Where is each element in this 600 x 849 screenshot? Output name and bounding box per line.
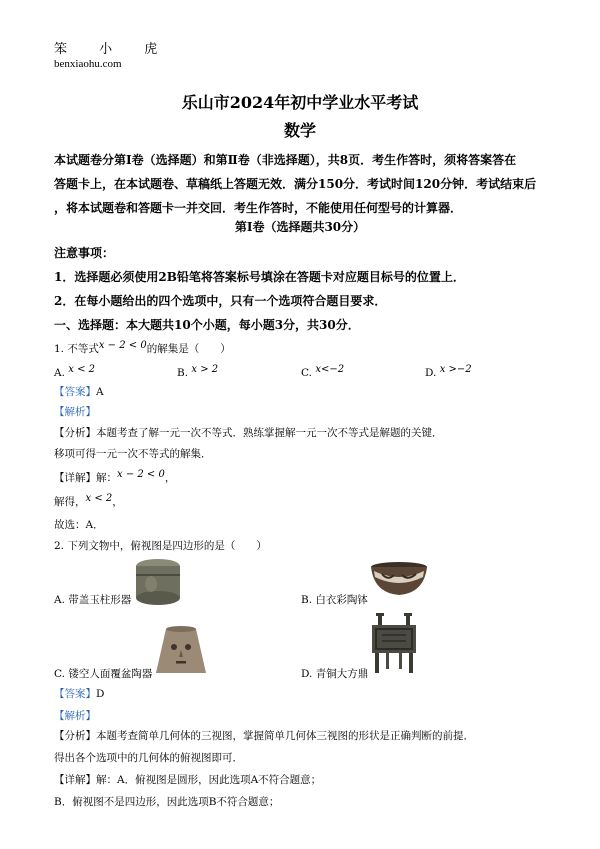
option-a-label: A. 带盖玉柱形器	[54, 594, 132, 606]
detail-text: 解：	[96, 472, 117, 484]
option-label: D.	[425, 367, 437, 379]
note-item: 2．在每小题给出的四个选项中，只有一个选项符合题目要求．	[54, 294, 387, 308]
option-a	[54, 364, 96, 379]
detail-text: 解：A．俯视图是圆形，因此选项A不符合题意；	[96, 774, 322, 786]
fenxi-line	[54, 728, 474, 743]
brand-url: benxiaohu.com	[54, 58, 122, 70]
stem-text: 1. 不等式	[54, 343, 99, 355]
fenxi-tag: 【分析】	[54, 730, 96, 742]
notes-heading: 注意事项：	[54, 246, 115, 260]
option-math: x < 2	[68, 364, 96, 375]
jade-cylinder-image	[133, 556, 183, 606]
option-label: C.	[301, 367, 312, 379]
stem-math: x − 2 < 0	[98, 340, 147, 351]
detail-math: x − 2 < 0	[117, 469, 165, 480]
fenxi-text: 本题考查了解一元一次不等式．熟练掌握解一元一次不等式是解题的关键．	[96, 427, 443, 439]
option-math: x >−2	[439, 364, 472, 375]
exam-subject: 数学	[283, 121, 316, 140]
question-2-stem: 2. 下列文物中，俯视图是四边形的是（ ）	[54, 540, 267, 552]
option-label: A.	[54, 367, 65, 379]
intro-line: 本试题卷分第Ⅰ卷（选择题）和第Ⅱ卷（非选择题），共8页．考生作答时，须将答案答在	[54, 153, 517, 167]
fenxi-text: 本题考查简单几何体的三视图，掌握简单几何体三视图的形状是正确判断的前提．	[96, 730, 474, 742]
option-d-label: D. 青铜大方鼎	[301, 668, 369, 680]
option-b	[177, 364, 219, 379]
solve-line	[54, 494, 123, 509]
option-math: x<−2	[315, 364, 345, 375]
detail-line	[54, 470, 175, 485]
note-item: 1．选择题必须使用2B铅笔将答案标号填涂在答题卡对应题目标号的位置上．	[54, 270, 465, 284]
detail-tag: 【详解】	[54, 774, 96, 786]
fenxi-line	[54, 425, 443, 440]
answer-line	[54, 384, 104, 399]
analysis-tag: 【解析】	[54, 406, 96, 418]
intro-line: ，将本试题卷和答题卡一并交回．考生作答时，不能使用任何型号的计算器．	[54, 201, 463, 215]
option-math: x > 2	[191, 364, 219, 375]
detail-tag: 【详解】	[54, 472, 96, 484]
stem-text: 的解集是（ ）	[146, 343, 231, 355]
option-d	[425, 364, 472, 379]
option-c	[301, 364, 345, 379]
option-b-label: B. 白衣彩陶钵	[301, 594, 368, 606]
face-pottery-image	[154, 625, 208, 677]
answer-line	[54, 686, 104, 701]
bronze-ding-image	[368, 611, 420, 675]
exam-title: 乐山市2024年初中学业水平考试	[181, 93, 419, 112]
option-label: B.	[177, 367, 189, 379]
intro-line: 答题卡上，在本试题卷、草稿纸上答题无效．满分150分．考试时间120分钟．考试结束后	[54, 177, 537, 191]
fenxi-line: 移项可得一元一次不等式的解集．	[54, 448, 212, 460]
pottery-bowl-image	[368, 561, 430, 597]
detail-line: B．俯视图不是四边形，因此选项B不符合题意；	[54, 796, 280, 808]
analysis-tag: 【解析】	[54, 710, 96, 722]
solve-math: x < 2	[85, 493, 113, 504]
section-heading: 一、选择题：本大题共10个小题，每小题3分，共30分．	[54, 318, 360, 332]
question-1-stem	[54, 341, 231, 356]
fenxi-line: 得出各个选项中的几何体的俯视图即可．	[54, 752, 243, 764]
answer-value: D	[96, 688, 105, 700]
answer-tag: 【答案】	[54, 386, 96, 398]
answer-value: A	[96, 386, 104, 398]
solve-text: ，	[112, 496, 123, 508]
part1-title: 第Ⅰ卷（选择题共30分）	[234, 220, 366, 234]
detail-text: ，	[164, 472, 176, 484]
fenxi-tag: 【分析】	[54, 427, 96, 439]
answer-tag: 【答案】	[54, 688, 96, 700]
choose-line: 故选：A．	[54, 519, 104, 531]
option-c-label: C. 镂空人面覆盆陶器	[54, 668, 153, 680]
detail-line	[54, 772, 321, 787]
solve-text: 解得，	[54, 496, 86, 508]
exam-intro	[54, 148, 554, 220]
brand-name: 笨 小 虎	[54, 42, 172, 57]
